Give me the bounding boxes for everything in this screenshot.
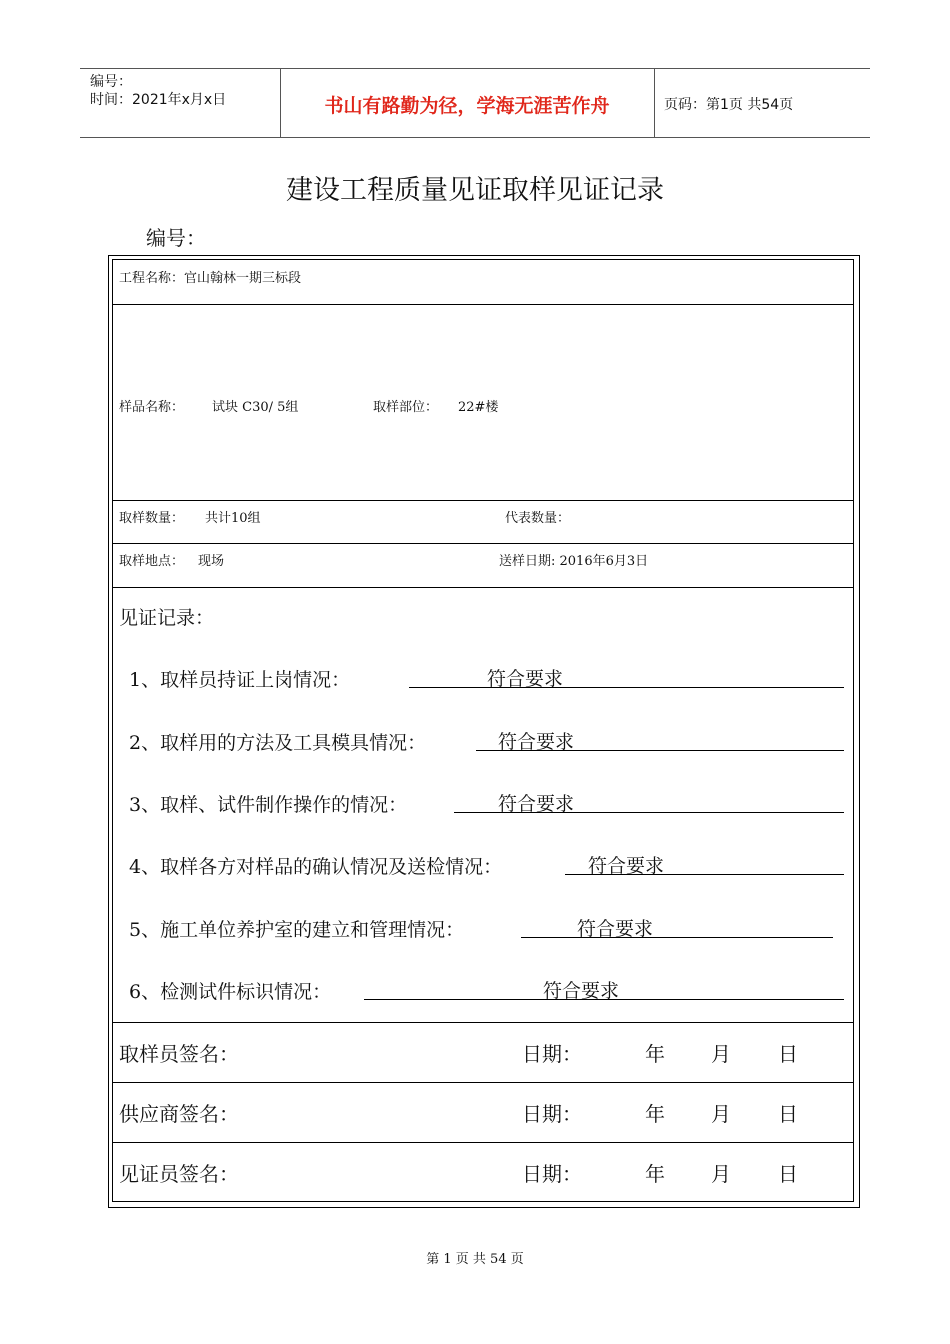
record-answer-5: 符合要求 (577, 918, 654, 940)
witness-record-label: 见证记录： (119, 607, 215, 629)
row-divider (112, 500, 854, 501)
represent-label: 代表数量： (505, 511, 571, 526)
page-title: 建设工程质量见证取样见证记录 (286, 175, 664, 206)
record-answer-4: 符合要求 (588, 855, 665, 877)
document-header (80, 68, 870, 138)
record-answer-2: 符合要求 (498, 731, 575, 753)
header-divider (654, 69, 655, 137)
row-divider (112, 1082, 854, 1083)
sampler-year: 年 (645, 1042, 665, 1066)
witness-month: 月 (711, 1162, 731, 1186)
witness-year: 年 (645, 1162, 665, 1186)
supplier-signature-label: 供应商签名： (119, 1102, 239, 1126)
record-answer-6: 符合要求 (543, 980, 620, 1002)
record-item-6: 6、检测试件标识情况： (129, 981, 332, 1003)
sampler-day: 日 (778, 1042, 798, 1066)
witness-day: 日 (778, 1162, 798, 1186)
record-item-1: 1、取样员持证上岗情况： (129, 669, 351, 691)
sampler-date-label: 日期： (522, 1042, 582, 1066)
location-value: 现场 (198, 554, 225, 569)
sample-name-value: 试块 C30/ 5组 (212, 400, 299, 415)
quantity-label: 取样数量： (119, 511, 185, 526)
record-item-2: 2、取样用的方法及工具模具情况： (129, 732, 427, 754)
supplier-date-label: 日期： (522, 1102, 582, 1126)
supplier-month: 月 (711, 1102, 731, 1126)
row-divider (112, 1142, 854, 1143)
record-answer-3: 符合要求 (498, 793, 575, 815)
record-item-3: 3、取样、试件制作操作的情况： (129, 794, 408, 816)
record-answer-1: 符合要求 (487, 668, 564, 690)
witness-signature-label: 见证员签名： (119, 1162, 239, 1186)
number-label: 编号： (146, 226, 206, 250)
row-divider (112, 304, 854, 305)
sample-name-label: 样品名称： (119, 400, 185, 415)
header-meta (90, 73, 226, 109)
quantity-value: 共计10组 (205, 511, 261, 526)
witness-date-label: 日期： (522, 1162, 582, 1186)
answer-underline (409, 687, 844, 688)
row-divider (112, 543, 854, 544)
header-motto: 书山有路勤为径，学海无涯苦作舟 (324, 95, 610, 117)
send-date: 送样日期: 2016年6月3日 (499, 554, 649, 569)
row-divider (112, 1022, 854, 1023)
sample-part-label: 取样部位： (373, 400, 439, 415)
header-page-info: 页码：第1页 共54页 (664, 97, 794, 113)
answer-underline (521, 937, 833, 938)
row-divider (112, 587, 854, 588)
supplier-day: 日 (778, 1102, 798, 1126)
record-item-4: 4、取样各方对样品的确认情况及送检情况： (129, 856, 503, 878)
supplier-year: 年 (645, 1102, 665, 1126)
sample-part-value: 22#楼 (458, 400, 499, 415)
project-name: 工程名称：官山翰林一期三标段 (119, 271, 302, 286)
time-label: 时间：2021年x月x日 (90, 92, 227, 108)
record-item-5: 5、施工单位养护室的建立和管理情况： (129, 919, 465, 941)
location-label: 取样地点： (119, 554, 185, 569)
page-footer: 第 1 页 共 54 页 (426, 1252, 524, 1267)
sampler-month: 月 (711, 1042, 731, 1066)
sampler-signature-label: 取样员签名： (119, 1042, 239, 1066)
code-label: 编号： (90, 74, 132, 90)
